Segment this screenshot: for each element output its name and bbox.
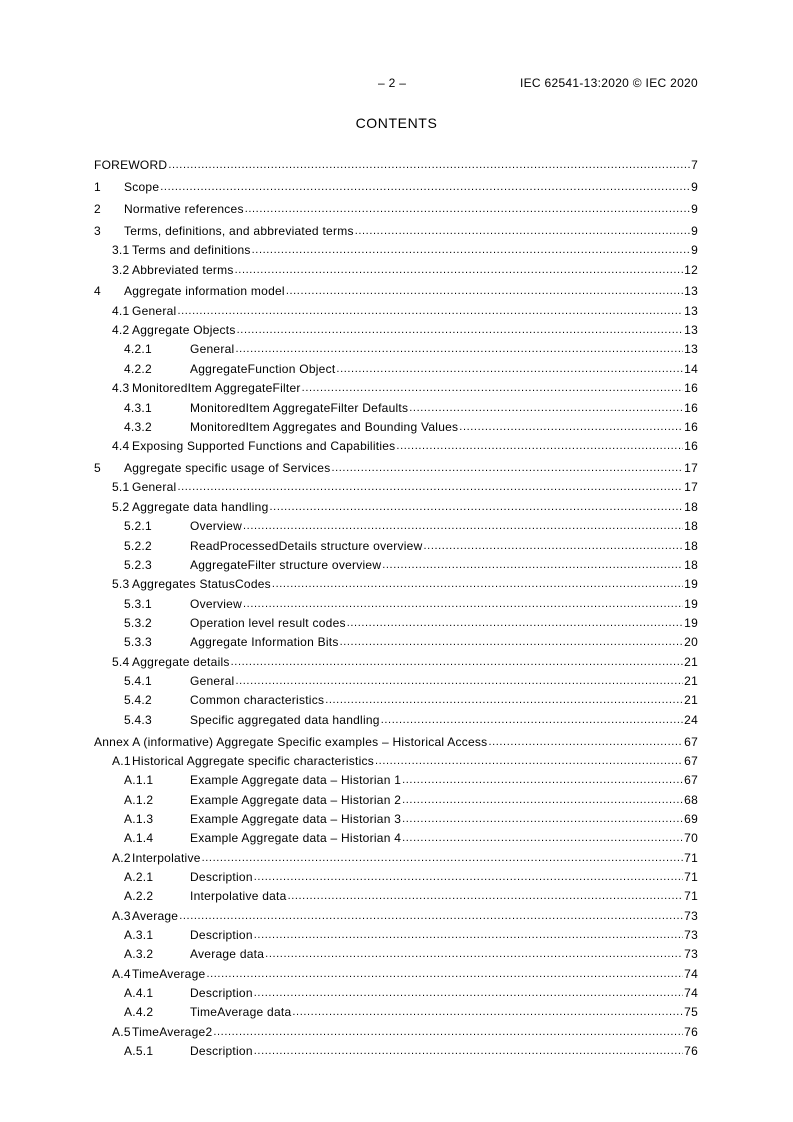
toc-entry[interactable] [94,519,698,538]
toc-entry[interactable] [94,202,698,221]
toc-entry-page: 74 [684,986,698,1000]
toc-entry-page: 17 [684,461,698,476]
toc-entry-number: 4.2.2 [124,361,152,376]
toc-entry-page: 18 [684,557,698,572]
toc-entry[interactable] [94,1044,698,1063]
toc-entry-number: 5.3 [112,577,130,592]
toc-entry[interactable] [94,342,698,361]
toc-entry-number: 3.1 [112,243,130,258]
toc-entry-number: A.2.2 [124,889,154,904]
toc-entry-title: Exposing Supported Functions and Capabilities [132,439,396,454]
toc-entry-number: 3.2 [112,262,130,277]
page-number: – 2 – [378,76,407,90]
toc-entry[interactable] [94,401,698,420]
toc-entry-number: 4.2 [112,323,130,338]
toc-entry[interactable] [94,263,698,282]
toc-entry[interactable] [94,1005,698,1024]
toc-entry-title: Example Aggregate data – Historian 4 [190,831,402,846]
toc-dot-leader [292,1004,683,1018]
toc-entry[interactable] [94,889,698,908]
toc-entry-title: General [132,480,177,495]
toc-entry-number: A.4 [112,966,131,981]
toc-entry[interactable] [94,224,698,243]
toc-dot-leader [179,908,683,922]
toc-entry-page: 21 [684,673,698,688]
toc-dot-leader [254,869,683,883]
toc-entry[interactable] [94,754,698,773]
toc-dot-leader [243,518,683,532]
toc-entry-page: 71 [684,889,698,904]
toc-dot-leader [286,283,683,297]
toc-entry[interactable] [94,1025,698,1044]
toc-entry[interactable] [94,831,698,850]
toc-entry-title: TimeAverage2 [132,1024,213,1039]
toc-entry-title: Average [132,908,179,923]
toc-entry-page: 9 [691,243,698,258]
toc-dot-leader [254,927,683,941]
toc-entry-page: 13 [684,342,698,357]
toc-entry-title: Average data [190,947,265,962]
toc-dot-leader [424,538,684,552]
toc-entry-number: 5.2.1 [124,519,152,534]
toc-entry-title: Annex A (informative) Aggregate Specific examples – Historical Access [94,734,488,749]
toc-entry-number: A.3.1 [124,927,154,942]
toc-dot-leader [265,946,683,960]
toc-dot-leader [402,792,683,806]
toc-dot-leader [331,460,683,474]
toc-entry-page: 74 [684,966,698,981]
toc-dot-leader [254,985,683,999]
toc-dot-leader [382,557,683,571]
toc-entry-title: Overview [190,596,243,611]
toc-entry[interactable] [94,180,698,199]
toc-dot-leader [402,772,683,786]
toc-entry-page: 76 [684,1044,698,1059]
table-of-contents [94,158,698,1063]
toc-entry-number: A.1.1 [124,773,154,788]
toc-dot-leader [355,223,690,237]
toc-entry-page: 16 [684,381,698,396]
toc-entry[interactable] [94,793,698,812]
toc-entry-page: 67 [684,753,698,768]
toc-entry-page: 67 [684,734,698,749]
toc-entry-number: A.1 [112,753,131,768]
toc-entry-number: 5 [94,461,101,476]
toc-entry-number: A.4.1 [124,986,154,1000]
toc-entry-page: 9 [691,201,698,216]
toc-entry-page: 18 [684,538,698,553]
toc-entry[interactable] [94,947,698,966]
toc-entry-page: 70 [684,831,698,846]
toc-dot-leader [213,1024,683,1038]
toc-dot-leader [302,380,683,394]
toc-dot-leader [202,850,684,864]
toc-entry-page: 19 [684,596,698,611]
toc-entry-title: General [190,673,235,688]
toc-entry-number: 5.2 [112,499,130,514]
toc-entry-title: FOREWORD [94,158,168,172]
toc-entry-page: 19 [684,615,698,630]
toc-entry-page: 73 [684,908,698,923]
toc-entry-title: Aggregate data handling [132,499,269,514]
toc-entry-page: 73 [684,947,698,962]
toc-entry-page: 21 [684,654,698,669]
toc-dot-leader [272,576,683,590]
toc-entry-page: 73 [684,927,698,942]
toc-entry-number: 5.4.2 [124,693,152,708]
toc-entry[interactable] [94,986,698,1005]
toc-entry-number: 4.3.2 [124,419,152,434]
toc-entry-number: 1 [94,179,101,194]
toc-entry-number: 5.4.1 [124,673,152,688]
toc-entry-page: 71 [684,869,698,884]
toc-entry[interactable] [94,655,698,674]
toc-entry-title: ReadProcessedDetails structure overview [190,538,423,553]
toc-entry-title: Aggregate Information Bits [190,635,339,650]
toc-entry-title: Interpolative [132,850,201,865]
toc-dot-leader [168,157,690,171]
toc-entry-number: A.3 [112,908,131,923]
toc-entry[interactable] [94,851,698,870]
toc-entry-number: 2 [94,201,101,216]
toc-entry[interactable] [94,967,698,986]
toc-entry-title: Description [190,927,253,942]
toc-entry[interactable] [94,674,698,693]
toc-dot-leader [235,262,684,276]
toc-entry-title: TimeAverage data [190,1005,292,1020]
toc-entry-title: Scope [124,179,160,194]
toc-entry[interactable] [94,500,698,519]
toc-dot-leader [177,303,683,317]
toc-entry-title: Interpolative data [190,889,287,904]
toc-entry-page: 75 [684,1005,698,1020]
toc-entry-page: 21 [684,693,698,708]
toc-dot-leader [488,734,683,748]
toc-dot-leader [347,615,683,629]
toc-dot-leader [381,712,683,726]
toc-entry[interactable] [94,713,698,732]
toc-dot-leader [336,361,683,375]
toc-dot-leader [396,438,683,452]
toc-dot-leader [237,322,683,336]
toc-entry-page: 9 [691,223,698,238]
toc-entry-title: Description [190,1044,253,1059]
toc-dot-leader [235,341,683,355]
toc-entry-title: TimeAverage [132,966,206,981]
toc-entry[interactable] [94,243,698,262]
toc-entry-number: 5.3.2 [124,615,152,630]
toc-entry-number: 4.3 [112,381,130,396]
toc-entry-page: 13 [684,284,698,299]
toc-dot-leader [235,673,683,687]
toc-dot-leader [254,1043,683,1057]
toc-entry[interactable] [94,439,698,458]
toc-entry[interactable] [94,773,698,792]
toc-entry[interactable] [94,158,698,177]
toc-entry-number: 3 [94,223,101,238]
toc-entry-number: 5.4 [112,654,130,669]
toc-entry[interactable] [94,304,698,323]
toc-entry-title: General [132,303,177,318]
toc-dot-leader [402,830,683,844]
toc-entry-title: MonitoredItem AggregateFilter Defaults [190,400,409,415]
toc-entry-title: MonitoredItem Aggregates and Bounding Values [190,419,459,434]
toc-entry[interactable] [94,870,698,889]
toc-entry-title: Common characteristics [190,693,325,708]
toc-entry[interactable] [94,616,698,635]
toc-entry[interactable] [94,362,698,381]
toc-entry[interactable] [94,909,698,928]
toc-dot-leader [177,479,683,493]
toc-dot-leader [245,201,690,215]
toc-entry-number: 4.4 [112,439,130,454]
toc-entry-number: A.4.2 [124,1005,154,1020]
toc-entry-title: Specific aggregated data handling [190,712,380,727]
toc-entry-title: Aggregate specific usage of Services [124,461,331,476]
toc-entry-page: 76 [684,1024,698,1039]
toc-entry-title: Description [190,869,253,884]
toc-entry-title: Normative references [124,201,244,216]
toc-entry-number: 5.4.3 [124,712,152,727]
toc-entry-page: 19 [684,577,698,592]
toc-entry-title: Historical Aggregate specific characteristics [132,753,375,768]
toc-dot-leader [288,888,684,902]
toc-entry-number: A.1.3 [124,811,154,826]
toc-dot-leader [231,654,683,668]
toc-entry-number: 5.3.3 [124,635,152,650]
toc-entry-number: A.1.4 [124,831,154,846]
toc-entry-page: 69 [684,811,698,826]
toc-entry-title: AggregateFunction Object [190,361,336,376]
toc-entry-number: 4.2.1 [124,342,152,357]
toc-entry-number: 4.1 [112,303,130,318]
toc-entry-page: 7 [691,158,698,172]
toc-entry-number: A.3.2 [124,947,154,962]
toc-entry-page: 16 [684,400,698,415]
toc-dot-leader [206,966,683,980]
toc-entry[interactable] [94,812,698,831]
toc-dot-leader [243,596,683,610]
document-id: IEC 62541-13:2020 © IEC 2020 [519,76,698,90]
toc-dot-leader [252,242,690,256]
toc-entry-number: 4 [94,284,101,299]
toc-entry-page: 9 [691,179,698,194]
toc-entry-number: A.5.1 [124,1044,154,1059]
toc-entry-number: 5.1 [112,480,130,495]
toc-entry-number: A.2.1 [124,869,154,884]
toc-entry-page: 16 [684,419,698,434]
toc-entry[interactable] [94,381,698,400]
toc-entry-page: 24 [684,712,698,727]
toc-dot-leader [325,692,683,706]
toc-entry-page: 17 [684,480,698,495]
toc-entry-page: 67 [684,773,698,788]
toc-entry-title: General [190,342,235,357]
toc-entry-title: Aggregates StatusCodes [132,577,271,592]
toc-entry-title: Aggregate Objects [132,323,236,338]
toc-entry-title: Overview [190,519,243,534]
toc-entry-title: Terms and definitions [132,243,251,258]
toc-dot-leader [340,634,684,648]
toc-entry[interactable] [94,284,698,303]
toc-entry-number: A.2 [112,850,131,865]
toc-entry-title: Aggregate information model [124,284,285,299]
toc-entry[interactable] [94,539,698,558]
toc-entry-number: 4.3.1 [124,400,152,415]
toc-entry[interactable] [94,323,698,342]
toc-dot-leader [409,400,683,414]
toc-entry-page: 68 [684,792,698,807]
toc-entry-title: Example Aggregate data – Historian 3 [190,811,402,826]
toc-entry-page: 18 [684,519,698,534]
toc-entry[interactable] [94,420,698,439]
toc-entry-number: 5.2.2 [124,538,152,553]
toc-entry-page: 13 [684,323,698,338]
toc-entry[interactable] [94,558,698,577]
toc-entry[interactable] [94,735,698,754]
toc-entry[interactable] [94,461,698,480]
toc-entry[interactable] [94,693,698,712]
toc-entry-page: 18 [684,499,698,514]
page-title: CONTENTS [355,115,438,131]
toc-entry-page: 13 [684,303,698,318]
toc-entry-title: MonitoredItem AggregateFilter [132,381,301,396]
toc-entry-title: Terms, definitions, and abbreviated terms [124,223,354,238]
toc-dot-leader [402,811,683,825]
toc-entry[interactable] [94,597,698,616]
toc-entry[interactable] [94,635,698,654]
toc-entry[interactable] [94,577,698,596]
toc-dot-leader [160,179,690,193]
toc-entry-title: Example Aggregate data – Historian 2 [190,792,402,807]
toc-entry-page: 20 [684,635,698,650]
toc-entry-page: 71 [684,850,698,865]
toc-dot-leader [375,753,683,767]
toc-dot-leader [459,419,683,433]
toc-entry-title: Example Aggregate data – Historian 1 [190,773,402,788]
toc-entry-title: Aggregate details [132,654,230,669]
toc-entry[interactable] [94,928,698,947]
toc-entry-page: 12 [684,262,698,277]
toc-entry-title: Description [190,986,253,1000]
toc-dot-leader [270,499,684,513]
toc-entry-page: 14 [684,361,698,376]
toc-entry-number: A.1.2 [124,792,154,807]
toc-entry[interactable] [94,480,698,499]
toc-entry-title: AggregateFilter structure overview [190,557,382,572]
toc-entry-number: 5.3.1 [124,596,152,611]
toc-entry-title: Abbreviated terms [132,262,234,277]
toc-entry-number: A.5 [112,1024,131,1039]
toc-entry-title: Operation level result codes [190,615,346,630]
toc-entry-page: 16 [684,439,698,454]
toc-entry-number: 5.2.3 [124,557,152,572]
